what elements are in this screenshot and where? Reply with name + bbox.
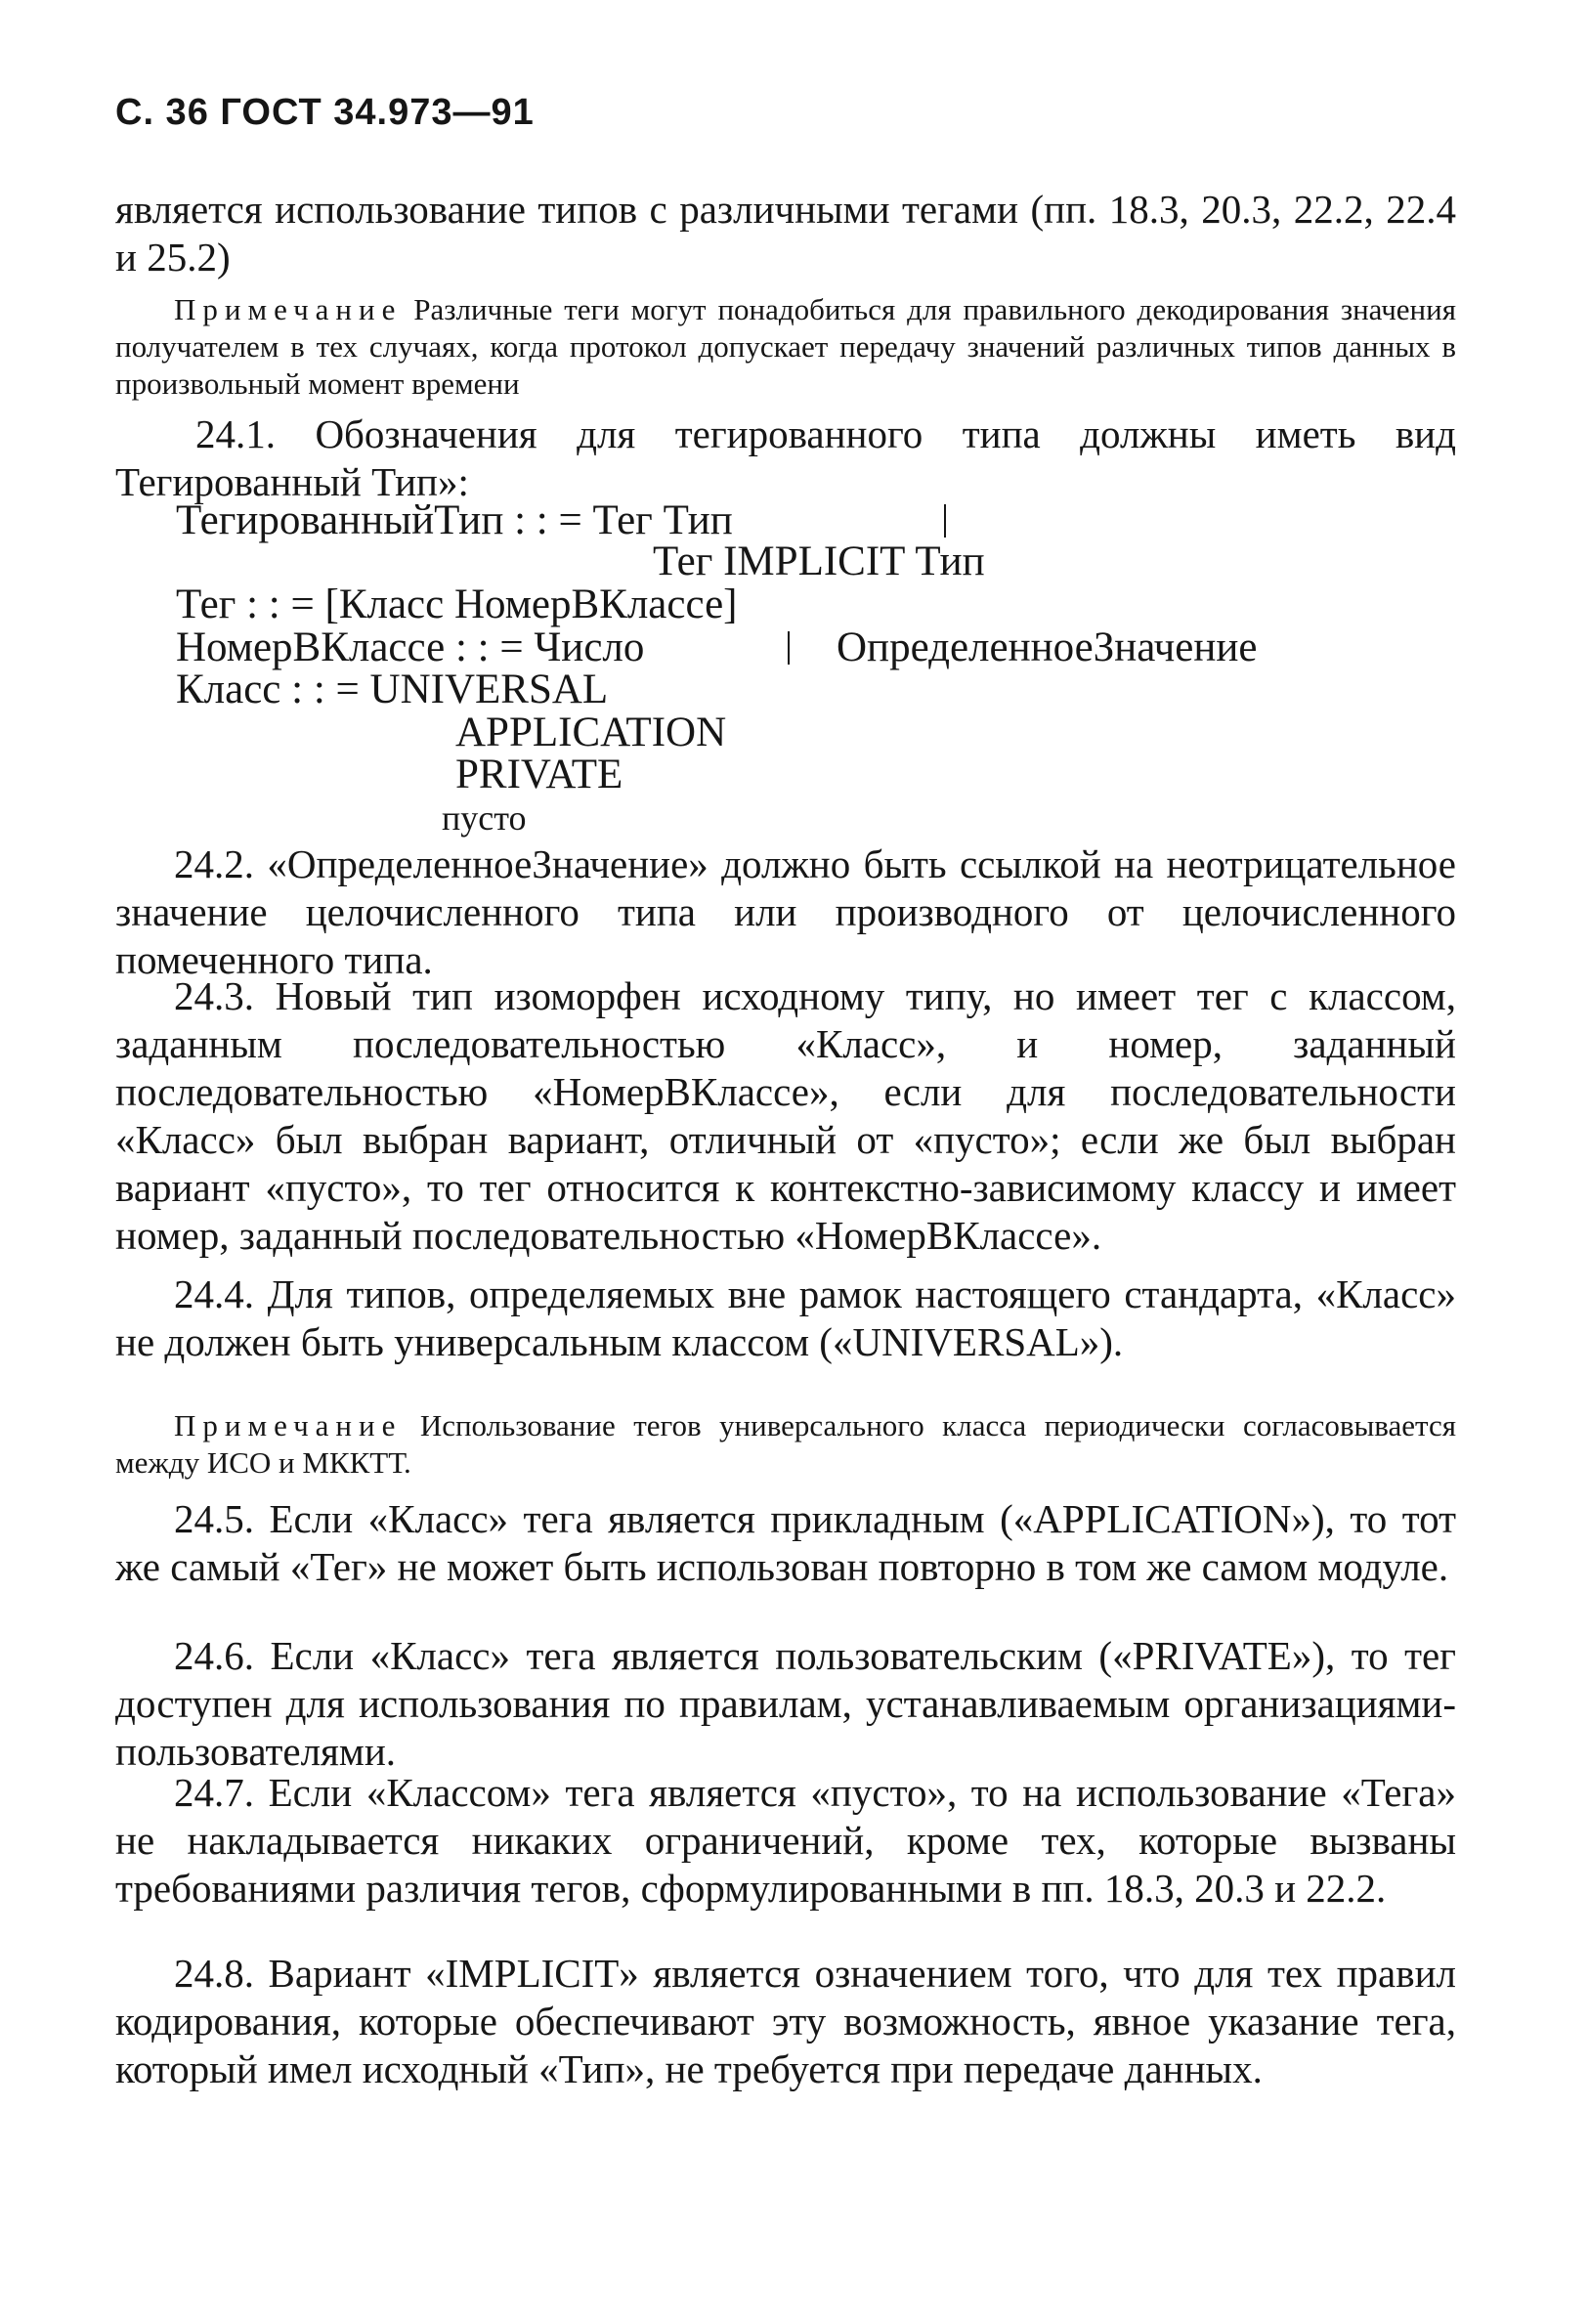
grammar-line-4a: НомерВКлассе : : = Число — [176, 624, 645, 670]
paragraph-24-7: 24.7. Если «Классом» тега является «пусто», то на использование «Тега» не накладывается никаких ограничений, кроме тех, которые вызваны требованиями различия тегов, сформулированными в пп. 18.3, 20.3 и 22.2. — [115, 1770, 1456, 1911]
paragraph-24-2: 24.2. «ОпределенноеЗначение» должно быть ссылкой на неотрицательное значение целочисленного типа или производного от целочисленного помеченного типа. — [115, 841, 1456, 982]
paragraph-24-8: 24.8. Вариант «IMPLICIT» является означением того, что для тех правил кодирования, которые обеспечивают эту возможность, явное указание тега, который имел исходный «Тип», не требуется при передаче данных. — [115, 1951, 1456, 2091]
paragraph-24-1: 24.1. Обозначения для тегированного типа должны иметь вид Тегированный Тип»: — [115, 411, 1456, 504]
paragraph-24-6: 24.6. Если «Класс» тега является пользовательским («PRIVATE»), то тег доступен для использования по правилам, устанавливаемым организациями-пользователями. — [115, 1633, 1456, 1774]
paragraph-24-3: 24.3. Новый тип изоморфен исходному типу, но имеет тег с классом, заданным последовательностью «Класс», и номер, заданный последовательностью «НомерВКлассе», если для последовательности «Класс» был выбран вариант, отличный от «пусто»; если же был выбран вариант «пусто», то тег относится к контекстно-зависимому классу и имеет номер, заданный последовательностью «НомерВКлассе». — [115, 973, 1456, 1258]
grammar-line-3: Тег : : = [Класс НомерВКлассе] — [176, 581, 738, 627]
note-1-label: Примечание — [174, 292, 403, 326]
note-2-text: Использование тегов универсального класса периодически согласовывается между ИСО и МККТТ. — [115, 1408, 1456, 1480]
grammar-line-7: PRIVATE — [455, 752, 623, 797]
grammar-line-5: Класс : : = UNIVERSAL — [176, 667, 609, 712]
grammar-line-2: Тег IMPLICIT Тип — [653, 538, 985, 584]
note-2 — [115, 1407, 1456, 1482]
grammar-line-1: ТегированныйТип : : = Тег Тип — [176, 497, 733, 543]
note-1 — [115, 291, 1456, 403]
page-header: С. 36 ГОСТ 34.973—91 — [115, 92, 535, 133]
note-1-text: Различные теги могут понадобиться для правильного декодирования значения получателем в тех случаях, когда протокол допускает передачу значений различных типов данных в произвольный момент времени — [115, 292, 1456, 401]
grammar-line-4b: ОпределенноеЗначение — [837, 624, 1258, 670]
paragraph-24-5: 24.5. Если «Класс» тега является прикладным («APPLICATION»), то тот же самый «Тег» не может быть использован повторно в том же самом модуле. — [115, 1496, 1456, 1589]
grammar-line-6: APPLICATION — [455, 710, 727, 755]
note-2-label: Примечание — [174, 1408, 403, 1442]
grammar-line-8: пусто — [442, 798, 527, 838]
grammar-alt-bar-1 — [944, 504, 946, 538]
paragraph-24-4: 24.4. Для типов, определяемых вне рамок настоящего стандарта, «Класс» не должен быть универсальным классом («UNIVERSAL»). — [115, 1271, 1456, 1364]
intro-paragraph: является использование типов с различными тегами (пп. 18.3, 20.3, 22.2, 22.4 и 25.2) — [115, 187, 1456, 280]
grammar-alt-bar-2 — [788, 631, 790, 665]
